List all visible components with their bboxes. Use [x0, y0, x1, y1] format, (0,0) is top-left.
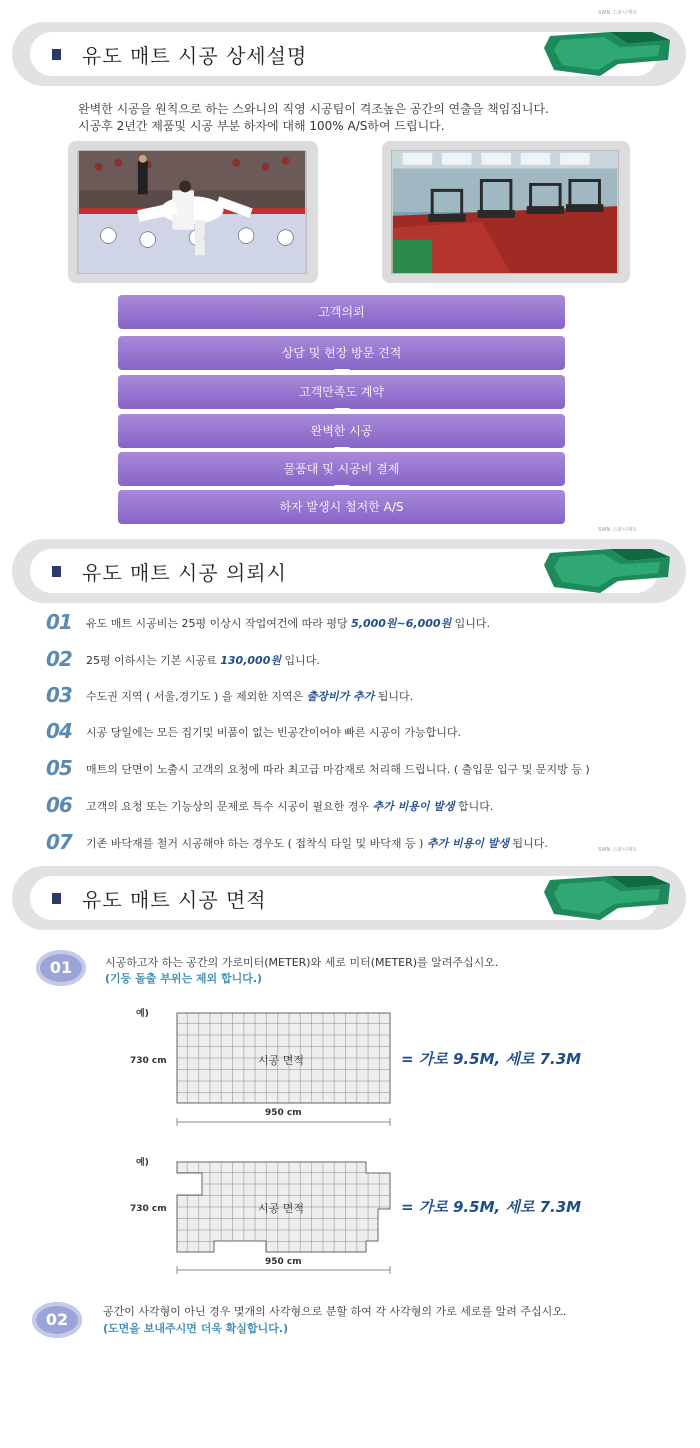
item-text: 고객의 요청 또는 기능상의 문제로 특수 시공이 필요한 경우 추가 비용이 발생 합니다.	[86, 800, 494, 813]
flow-arrow-icon	[334, 329, 350, 336]
step-number-badge: 02	[32, 1302, 82, 1338]
section-header-detail	[12, 22, 686, 86]
area-label: 시공 면적	[258, 1202, 305, 1215]
item-number: 02	[46, 647, 72, 671]
area-result: = 가로 9.5M, 세로 7.3M	[401, 1198, 582, 1216]
step-number-badge: 01	[36, 950, 86, 986]
judo-photo	[77, 150, 307, 274]
item-number: 04	[46, 719, 72, 743]
item-number: 01	[46, 610, 72, 634]
item-number: 06	[46, 793, 72, 817]
puzzle-mat-icon	[540, 547, 675, 595]
puzzle-mat-icon	[540, 30, 675, 78]
puzzle-mat-icon	[540, 874, 675, 922]
intro-line-1: 완벽한 시공을 원칙으로 하는 스와니의 직영 시공팀이 격조높은 공간의 연출을 책임집니다.	[78, 102, 549, 116]
flow-step-as: 하자 발생시 철저한 A/S	[118, 490, 565, 524]
height-label: 730 cm	[130, 1204, 167, 1214]
brand-mark: SWN 스와니매트	[598, 10, 638, 16]
step-instruction: 시공하고자 하는 공간의 가로미터(METER)와 세로 미터(METER)를 알려주십시오.	[105, 956, 499, 969]
step-note: (기둥 돌출 부위는 제외 합니다.)	[105, 972, 263, 985]
example-label: 예)	[136, 1158, 149, 1168]
brand-mark: SWN 스와니매트	[598, 847, 638, 853]
area-label: 시공 면적	[258, 1054, 305, 1067]
section-title: 유도 매트 시공 면적	[82, 888, 267, 912]
flow-step-request: 고객의뢰	[118, 295, 565, 329]
section-title: 유도 매트 시공 의뢰시	[82, 561, 287, 585]
step-instruction: 공간이 사각형이 아닌 경우 몇개의 사각형으로 분할 하여 각 사각형의 가로 세로를 알려 주십시오.	[103, 1305, 567, 1318]
example-label: 예)	[136, 1009, 149, 1019]
section-title: 유도 매트 시공 상세설명	[82, 44, 308, 68]
item-text: 시공 당일에는 모든 집기및 비품이 없는 빈공간이어야 빠른 시공이 가능합니다.	[86, 726, 461, 739]
gym-photo	[391, 150, 619, 274]
item-number: 07	[46, 830, 72, 854]
item-text: 25평 이하시는 기본 시공료 130,000원 입니다.	[86, 654, 320, 667]
flow-step-contract: 고객만족도 계약	[118, 375, 565, 409]
item-number: 05	[46, 756, 72, 780]
bullet-icon	[52, 566, 61, 577]
step-note: (도면을 보내주시면 더욱 확실합니다.)	[103, 1322, 289, 1335]
item-text: 기존 바닥재를 철거 시공해야 하는 경우도 ( 접착식 타일 및 바닥재 등 ) 추가 비용이 발생 됩니다.	[86, 837, 548, 850]
item-number: 03	[46, 683, 72, 707]
width-dimension-line	[176, 1118, 391, 1126]
photo-frame-gym	[382, 141, 630, 283]
section-header-area	[12, 866, 686, 930]
width-label: 950 cm	[265, 1257, 302, 1267]
section-header-request	[12, 539, 686, 603]
width-dimension-line	[176, 1266, 391, 1274]
width-label: 950 cm	[265, 1108, 302, 1118]
photo-frame-judo	[68, 141, 318, 283]
flow-step-payment: 물품대 및 시공비 결제	[118, 452, 565, 486]
item-text: 유도 매트 시공비는 25평 이상시 작업여건에 따라 평당 5,000원~6,000원 입니다.	[86, 617, 491, 630]
bullet-icon	[52, 893, 61, 904]
item-text: 수도권 지역 ( 서울,경기도 ) 을 제외한 지역은 출장비가 추가 됩니다.	[86, 690, 414, 703]
intro-text	[78, 101, 549, 135]
intro-line-2: 시공후 2년간 제품및 시공 부분 하자에 대해 100% A/S하여 드립니다.	[78, 119, 445, 133]
height-label: 730 cm	[130, 1056, 167, 1066]
item-text: 매트의 단면이 노출시 고객의 요청에 따라 최고급 마감재로 처리해 드립니다. ( 출입문 입구 및 문지방 등 )	[86, 763, 590, 776]
flow-step-install: 완벽한 시공	[118, 414, 565, 448]
brand-mark: SWN 스와니매트	[598, 527, 638, 533]
area-result: = 가로 9.5M, 세로 7.3M	[401, 1050, 582, 1068]
flow-step-consult: 상담 및 현장 방문 견적	[118, 336, 565, 370]
bullet-icon	[52, 49, 61, 60]
